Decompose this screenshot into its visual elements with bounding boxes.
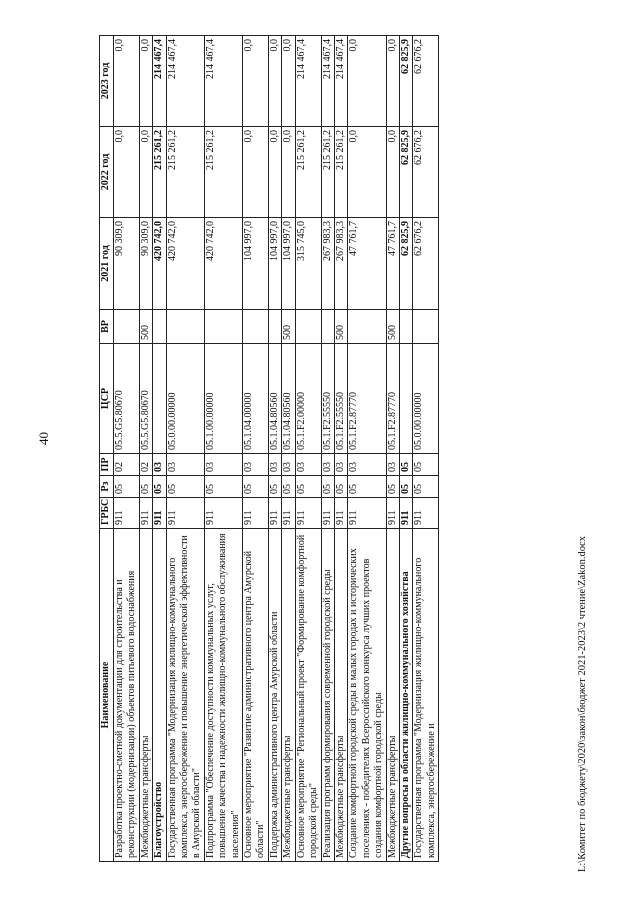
row-2023: 214 467,4 bbox=[166, 36, 204, 127]
row-pr: 03 bbox=[268, 454, 281, 476]
row-grbs: 911 bbox=[243, 498, 269, 529]
row-vr: 500 bbox=[334, 310, 347, 344]
row-rz: 05 bbox=[321, 476, 334, 498]
row-2021: 104 997,0 bbox=[282, 218, 295, 310]
row-pr: 03 bbox=[295, 454, 321, 476]
row-name: Межбюджетные трансферты bbox=[139, 529, 152, 862]
row-csr: 05.1.F2.00000 bbox=[295, 344, 321, 454]
row-pr: 03 bbox=[334, 454, 347, 476]
row-2021: 90 309,0 bbox=[139, 218, 152, 310]
table-row bbox=[295, 36, 321, 862]
row-vr bbox=[413, 310, 439, 344]
row-2021: 47 761,7 bbox=[348, 218, 386, 310]
row-csr: 05.0.00.00000 bbox=[166, 344, 204, 454]
row-pr: 03 bbox=[321, 454, 334, 476]
row-name: Другие вопросы в области жилищно-коммунального хозяйства bbox=[399, 529, 412, 862]
row-2021: 420 742,0 bbox=[153, 218, 166, 310]
row-csr: 05.1.F2.87770 bbox=[386, 344, 399, 454]
row-2021: 47 761,7 bbox=[386, 218, 399, 310]
header-rz: Рз bbox=[100, 476, 114, 498]
rotated-table-wrapper bbox=[99, 36, 532, 862]
row-grbs: 911 bbox=[139, 498, 152, 529]
row-grbs: 911 bbox=[295, 498, 321, 529]
row-vr bbox=[153, 310, 166, 344]
row-2022: 0,0 bbox=[268, 127, 281, 218]
header-grbs: ГРБС bbox=[100, 498, 114, 529]
row-grbs: 911 bbox=[334, 498, 347, 529]
header-csr: ЦСР bbox=[100, 344, 114, 454]
row-2021: 267 983,3 bbox=[334, 218, 347, 310]
row-2021: 104 997,0 bbox=[268, 218, 281, 310]
row-pr: 03 bbox=[386, 454, 399, 476]
row-name: Основное мероприятие "Развитие административного центра Амурской области" bbox=[243, 529, 269, 862]
row-2023: 62 825,9 bbox=[399, 36, 412, 127]
row-vr: 500 bbox=[282, 310, 295, 344]
row-2023: 0,0 bbox=[386, 36, 399, 127]
row-pr: 03 bbox=[348, 454, 386, 476]
row-csr: 05.1.00.00000 bbox=[204, 344, 242, 454]
row-name: Межбюджетные трансферты bbox=[334, 529, 347, 862]
row-pr: 02 bbox=[139, 454, 152, 476]
row-vr bbox=[399, 310, 412, 344]
row-2021: 315 745,0 bbox=[295, 218, 321, 310]
row-name: Государственная программа "Модернизация жилищно-коммунального комплекса, энергосбережение и bbox=[413, 529, 439, 862]
row-csr bbox=[399, 344, 412, 454]
row-2021: 420 742,0 bbox=[166, 218, 204, 310]
row-2022: 215 261,2 bbox=[295, 127, 321, 218]
row-2021: 90 309,0 bbox=[114, 218, 140, 310]
file-path-footer: L:\Комитет по бюджету\2020\закон\бюджет 2021-2023\2 чтение\Zakon.docx bbox=[577, 536, 588, 872]
budget-table bbox=[99, 35, 439, 862]
row-2023: 0,0 bbox=[268, 36, 281, 127]
row-name: Подпрограмма "Обеспечение доступности коммунальных услуг, повышение качества и надежности жилищно-коммунального обслуживания населения" bbox=[204, 529, 242, 862]
row-name: Межбюджетные трансферты bbox=[282, 529, 295, 862]
table-row bbox=[153, 36, 166, 862]
row-grbs: 911 bbox=[282, 498, 295, 529]
row-2022: 0,0 bbox=[243, 127, 269, 218]
row-grbs: 911 bbox=[166, 498, 204, 529]
row-2022: 0,0 bbox=[139, 127, 152, 218]
row-name: Создание комфортной городской среды в малых городах и исторических поселениях - победителях Всероссийского конкурса лучших проектов создания комфортной городской среды bbox=[348, 529, 386, 862]
row-2023: 0,0 bbox=[348, 36, 386, 127]
row-rz: 05 bbox=[166, 476, 204, 498]
row-2022: 215 261,2 bbox=[153, 127, 166, 218]
row-vr bbox=[268, 310, 281, 344]
row-pr: 03 bbox=[243, 454, 269, 476]
page-number: 40 bbox=[36, 432, 51, 445]
row-2022: 215 261,2 bbox=[334, 127, 347, 218]
row-2022: 62 825,9 bbox=[399, 127, 412, 218]
row-vr: 500 bbox=[139, 310, 152, 344]
row-2022: 0,0 bbox=[386, 127, 399, 218]
row-rz: 05 bbox=[413, 476, 439, 498]
header-pr: ПР bbox=[100, 454, 114, 476]
row-rz: 05 bbox=[268, 476, 281, 498]
row-2022: 215 261,2 bbox=[321, 127, 334, 218]
row-name: Основное мероприятие "Региональный проект "Формирование комфортной городской среды" bbox=[295, 529, 321, 862]
row-grbs: 911 bbox=[413, 498, 439, 529]
header-2023: 2023 год bbox=[100, 36, 114, 127]
row-csr: 05.5.G5.80670 bbox=[139, 344, 152, 454]
row-pr: 05 bbox=[413, 454, 439, 476]
table-row bbox=[399, 36, 412, 862]
row-2023: 0,0 bbox=[282, 36, 295, 127]
row-grbs: 911 bbox=[268, 498, 281, 529]
row-csr: 05.0.00.00000 bbox=[413, 344, 439, 454]
row-2022: 0,0 bbox=[348, 127, 386, 218]
row-grbs: 911 bbox=[399, 498, 412, 529]
table-row bbox=[282, 36, 295, 862]
row-grbs: 911 bbox=[348, 498, 386, 529]
row-name: Поддержка административного центра Амурской области bbox=[268, 529, 281, 862]
row-pr: 02 bbox=[114, 454, 140, 476]
row-grbs: 911 bbox=[114, 498, 140, 529]
row-csr bbox=[153, 344, 166, 454]
row-vr bbox=[243, 310, 269, 344]
row-2023: 214 467,4 bbox=[153, 36, 166, 127]
row-2023: 62 676,2 bbox=[413, 36, 439, 127]
row-pr: 03 bbox=[204, 454, 242, 476]
row-vr bbox=[114, 310, 140, 344]
row-2022: 62 676,2 bbox=[413, 127, 439, 218]
table-row bbox=[386, 36, 399, 862]
header-2022: 2022 год bbox=[100, 127, 114, 218]
row-name: Разработка проектно-сметной документации для строительства и реконструкции (модернизации) объектов питьевого водоснабжения bbox=[114, 529, 140, 862]
table-row bbox=[166, 36, 204, 862]
row-2023: 214 467,4 bbox=[204, 36, 242, 127]
row-grbs: 911 bbox=[153, 498, 166, 529]
row-2022: 215 261,2 bbox=[166, 127, 204, 218]
row-rz: 05 bbox=[399, 476, 412, 498]
row-2022: 0,0 bbox=[114, 127, 140, 218]
row-pr: 03 bbox=[282, 454, 295, 476]
row-pr: 05 bbox=[399, 454, 412, 476]
row-vr bbox=[204, 310, 242, 344]
row-vr bbox=[348, 310, 386, 344]
row-grbs: 911 bbox=[204, 498, 242, 529]
row-rz: 05 bbox=[334, 476, 347, 498]
table-row bbox=[114, 36, 140, 862]
row-2021: 62 825,9 bbox=[399, 218, 412, 310]
row-rz: 05 bbox=[386, 476, 399, 498]
row-csr: 05.1.04.00000 bbox=[243, 344, 269, 454]
row-pr: 03 bbox=[153, 454, 166, 476]
table-row bbox=[204, 36, 242, 862]
row-2021: 267 983,3 bbox=[321, 218, 334, 310]
table-row bbox=[413, 36, 439, 862]
row-2021: 420 742,0 bbox=[204, 218, 242, 310]
row-csr: 05.1.F2.55550 bbox=[321, 344, 334, 454]
header-2021: 2021 год bbox=[100, 218, 114, 310]
table-row bbox=[139, 36, 152, 862]
row-rz: 05 bbox=[295, 476, 321, 498]
row-2023: 214 467,4 bbox=[334, 36, 347, 127]
table-row bbox=[334, 36, 347, 862]
row-vr bbox=[321, 310, 334, 344]
row-csr: 05.1.04.80560 bbox=[268, 344, 281, 454]
row-csr: 05.1.F2.55550 bbox=[334, 344, 347, 454]
row-rz: 05 bbox=[282, 476, 295, 498]
row-2022: 215 261,2 bbox=[204, 127, 242, 218]
row-grbs: 911 bbox=[386, 498, 399, 529]
row-vr: 500 bbox=[386, 310, 399, 344]
row-2021: 62 676,2 bbox=[413, 218, 439, 310]
row-rz: 05 bbox=[114, 476, 140, 498]
header-vr: ВР bbox=[100, 310, 114, 344]
row-rz: 05 bbox=[153, 476, 166, 498]
row-rz: 05 bbox=[348, 476, 386, 498]
row-rz: 05 bbox=[204, 476, 242, 498]
row-pr: 03 bbox=[166, 454, 204, 476]
row-2023: 214 467,4 bbox=[321, 36, 334, 127]
table-row bbox=[321, 36, 334, 862]
row-name: Реализация программ формирования современной городской среды bbox=[321, 529, 334, 862]
table-header-row bbox=[100, 36, 114, 862]
row-rz: 05 bbox=[243, 476, 269, 498]
row-name: Межбюджетные трансферты bbox=[386, 529, 399, 862]
row-csr: 05.1.F2.87770 bbox=[348, 344, 386, 454]
row-vr bbox=[166, 310, 204, 344]
table-row bbox=[243, 36, 269, 862]
row-name: Государственная программа "Модернизация жилищно-коммунального комплекса, энергосбережение и повышение энергетической эффективности в Амурской области" bbox=[166, 529, 204, 862]
row-2023: 0,0 bbox=[139, 36, 152, 127]
row-grbs: 911 bbox=[321, 498, 334, 529]
header-name: Наименование bbox=[100, 529, 114, 862]
row-2023: 0,0 bbox=[114, 36, 140, 127]
row-2023: 214 467,4 bbox=[295, 36, 321, 127]
row-vr bbox=[295, 310, 321, 344]
row-csr: 05.1.04.80560 bbox=[282, 344, 295, 454]
table-row bbox=[348, 36, 386, 862]
row-name: Благоустройство bbox=[153, 529, 166, 862]
row-csr: 05.5.G5.80670 bbox=[114, 344, 140, 454]
row-rz: 05 bbox=[139, 476, 152, 498]
table-row bbox=[268, 36, 281, 862]
row-2023: 0,0 bbox=[243, 36, 269, 127]
row-2021: 104 997,0 bbox=[243, 218, 269, 310]
row-2022: 0,0 bbox=[282, 127, 295, 218]
